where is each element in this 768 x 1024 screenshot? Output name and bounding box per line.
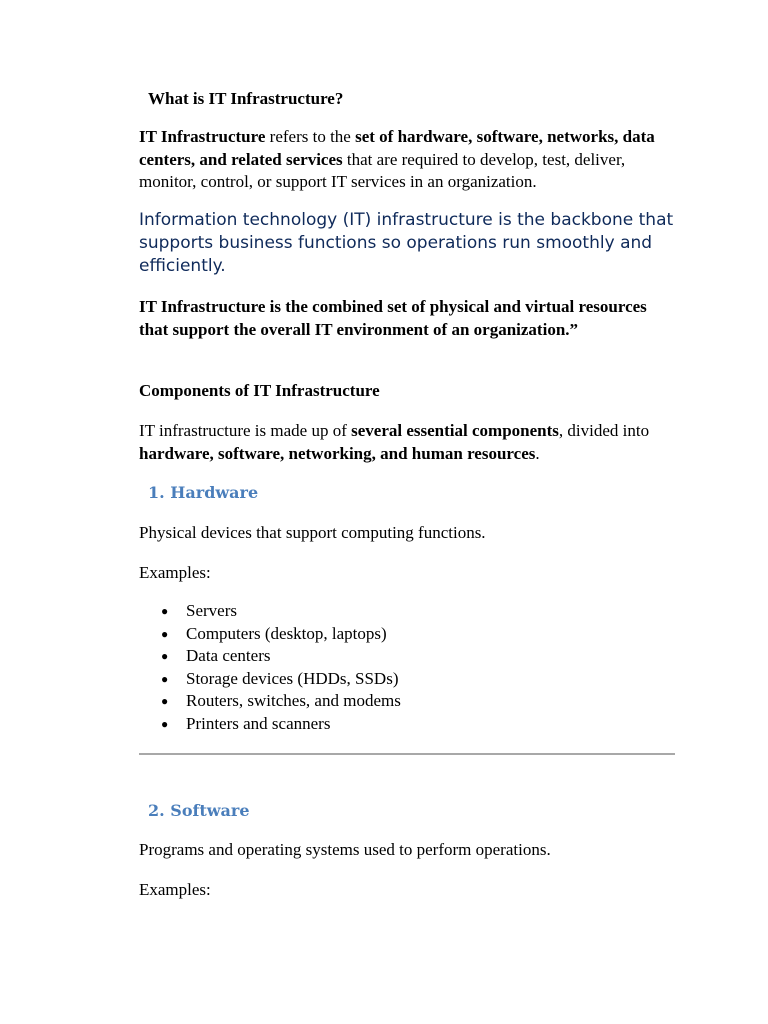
components-intro-bold-1: several essential components xyxy=(351,421,559,440)
backbone-paragraph: Information technology (IT) infrastructure is the backbone that supports business functions so operations run smoothly and efficiently. xyxy=(139,210,674,276)
list-item xyxy=(139,690,401,713)
definition-text-1: refers to the xyxy=(265,127,356,146)
list-item-label: Storage devices (HDDs, SSDs) xyxy=(186,668,399,688)
list-item xyxy=(139,668,401,691)
list-item xyxy=(139,645,401,668)
horizontal-divider xyxy=(139,753,675,755)
bullet-icon: ● xyxy=(161,694,169,709)
hardware-examples-list xyxy=(139,600,401,736)
list-item-label: Data centers xyxy=(186,646,271,666)
hardware-heading: 1. Hardware xyxy=(148,483,259,502)
bullet-icon: ● xyxy=(161,626,169,641)
list-item-label: Routers, switches, and modems xyxy=(186,691,401,711)
software-examples-label: Examples: xyxy=(139,880,211,899)
components-intro-text-2: , divided into xyxy=(558,421,650,440)
list-item xyxy=(139,623,401,646)
bullet-icon: ● xyxy=(161,716,169,731)
list-item-label: Computers (desktop, laptops) xyxy=(186,623,387,643)
bullet-icon: ● xyxy=(161,604,169,618)
combined-paragraph: IT Infrastructure is the combined set of physical and virtual resources that support the overall IT environment of an organization.” xyxy=(139,297,647,339)
definition-emphasis: set of hardware, software, networks, data centers, and related services xyxy=(139,127,655,169)
definition-text-2: that are required to develop, test, deliver, monitor, control, or support IT services in an organization. xyxy=(139,149,626,191)
components-intro-text-1: IT infrastructure is made up of xyxy=(139,421,352,440)
components-heading: Components of IT Infrastructure xyxy=(139,381,380,400)
software-heading: 2. Software xyxy=(148,801,250,820)
list-item-label: Printers and scanners xyxy=(186,713,331,733)
list-item-label: Servers xyxy=(186,601,237,620)
bullet-icon: ● xyxy=(161,649,169,664)
hardware-description: Physical devices that support computing functions. xyxy=(139,523,486,542)
bullet-icon: ● xyxy=(161,671,169,686)
software-description: Programs and operating systems used to perform operations. xyxy=(139,840,551,859)
components-intro-bold-2: hardware, software, networking, and human resources xyxy=(139,443,536,463)
page-title: What is IT Infrastructure? xyxy=(148,89,344,108)
definition-term: IT Infrastructure xyxy=(139,127,266,146)
components-intro xyxy=(139,420,669,465)
components-intro-text-3: . xyxy=(535,443,540,463)
hardware-examples-label: Examples: xyxy=(139,563,211,582)
list-item xyxy=(139,713,401,736)
definition-paragraph xyxy=(139,126,674,194)
list-item xyxy=(139,600,401,623)
